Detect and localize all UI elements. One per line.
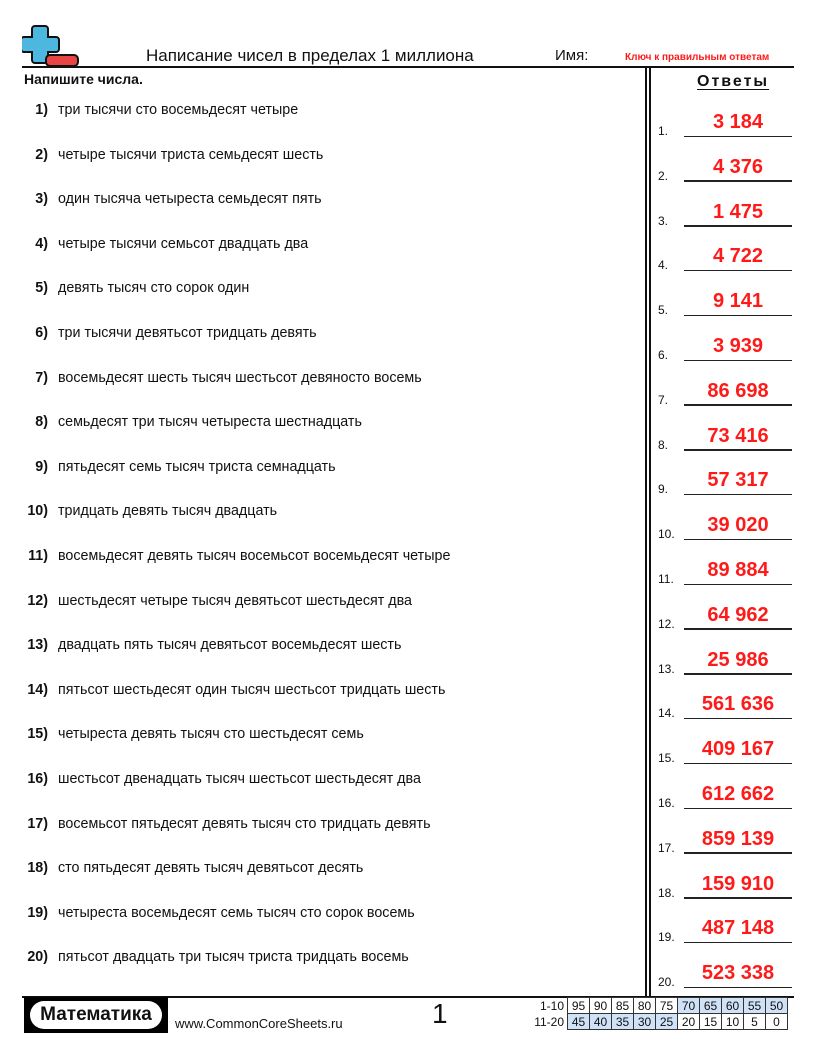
answer-value: 73 416 <box>707 424 769 447</box>
question-number: 4) <box>35 235 48 252</box>
question-text: один тысяча четыреста семьдесят пять <box>58 191 322 208</box>
answer-value: 859 139 <box>701 827 775 850</box>
question-number: 7) <box>35 369 48 386</box>
question-number: 12) <box>27 592 48 609</box>
plus-minus-logo-icon <box>22 24 80 68</box>
question-text: шестьсот двенадцать тысяч шестьсот шестьдесят два <box>58 771 421 787</box>
answer-value: 3 184 <box>712 111 764 133</box>
score-cell: 50 <box>766 998 788 1014</box>
score-cell: 0 <box>766 1014 788 1030</box>
answer-value: 39 020 <box>707 514 769 537</box>
answer-line <box>684 225 792 227</box>
question-item <box>0 860 363 880</box>
answer-item <box>658 334 798 364</box>
question-text: шестьдесят четыре тысяч девятьсот шестьдесят два <box>58 592 412 609</box>
answer-line <box>684 494 792 496</box>
answer-line <box>684 449 792 451</box>
question-item <box>0 548 450 568</box>
answer-item <box>658 289 798 319</box>
question-text: пятьсот шестьдесят один тысяч шестьсот тридцать шесть <box>58 681 446 698</box>
score-row <box>528 998 788 1014</box>
answer-line <box>684 808 792 810</box>
question-number: 2) <box>35 146 48 163</box>
answer-item <box>658 692 798 722</box>
score-cell: 5 <box>744 1014 766 1030</box>
score-cell: 45 <box>568 1014 590 1030</box>
question-text: двадцать пять тысяч девятьсот восемьдесят шесть <box>58 637 402 654</box>
question-item <box>0 905 415 925</box>
answer-value: 561 636 <box>701 693 775 716</box>
answer-index: 4. <box>658 258 669 273</box>
answer-item <box>658 379 798 409</box>
question-number: 18) <box>27 860 48 877</box>
page-number: 1 <box>432 998 448 1029</box>
question-item <box>0 682 445 702</box>
answer-line <box>684 180 792 182</box>
answer-value: 3 939 <box>712 335 764 357</box>
column-divider <box>645 68 651 996</box>
brand-label: Математика <box>30 1001 162 1029</box>
score-cell: 25 <box>656 1014 678 1030</box>
score-cell: 65 <box>700 998 722 1014</box>
answer-item <box>658 110 798 140</box>
question-text: четыре тысячи триста семьдесят шесть <box>58 146 324 163</box>
question-item <box>0 726 364 746</box>
answer-key-label: Ключ к правильным ответам <box>625 52 770 63</box>
answer-value: 64 962 <box>707 603 769 626</box>
question-text: сто пятьдесят девять тысяч девятьсот десять <box>58 860 364 877</box>
answer-item <box>658 155 798 185</box>
answer-value: 9 141 <box>712 290 764 313</box>
question-number: 14) <box>27 681 48 698</box>
answer-value: 1 475 <box>712 200 764 223</box>
question-item <box>0 949 409 969</box>
score-cell: 95 <box>568 998 590 1014</box>
answer-item <box>658 648 798 678</box>
score-cell: 20 <box>678 1014 700 1030</box>
question-text: девять тысяч сто сорок один <box>58 280 250 297</box>
question-text: четыреста девять тысяч сто шестьдесят семь <box>58 726 364 743</box>
answer-value: 25 986 <box>707 648 769 671</box>
question-item <box>0 637 401 657</box>
answer-line <box>684 852 792 854</box>
question-number: 6) <box>35 325 48 341</box>
answer-value: 57 317 <box>707 469 769 492</box>
page-title: Написание чисел в пределах 1 миллиона <box>146 46 474 65</box>
answer-index: 18. <box>658 885 675 900</box>
question-text: четыреста восемьдесят семь тысяч сто сорок восемь <box>58 904 415 921</box>
answer-value: 89 884 <box>707 559 769 581</box>
instructions: Напишите числа. <box>24 71 143 87</box>
question-item <box>0 816 431 836</box>
score-cell: 30 <box>634 1014 656 1030</box>
question-text: семьдесят три тысяч четыреста шестнадцать <box>58 414 362 431</box>
answer-index: 17. <box>658 840 675 855</box>
question-text: пятьдесят семь тысяч триста семнадцать <box>58 458 336 475</box>
answer-index: 2. <box>658 168 669 183</box>
question-number: 19) <box>27 904 48 921</box>
question-item <box>0 503 277 523</box>
question-item <box>0 593 412 613</box>
answer-item <box>658 424 798 454</box>
answer-item <box>658 737 798 767</box>
question-text: восемьдесят шесть тысяч шестьсот девяносто восемь <box>58 369 422 386</box>
question-item <box>0 771 421 791</box>
answer-index: 9. <box>658 482 669 497</box>
score-cell: 75 <box>656 998 678 1014</box>
answer-line <box>684 136 792 138</box>
answer-index: 7. <box>658 392 669 407</box>
question-number: 10) <box>27 503 48 520</box>
answer-item <box>658 782 798 812</box>
answer-index: 15. <box>658 751 675 766</box>
answer-line <box>684 360 792 362</box>
score-table <box>528 997 788 1030</box>
question-text: восемьдесят девять тысяч восемьсот восемьдесят четыре <box>58 548 451 564</box>
answer-line <box>684 270 792 272</box>
answer-index: 20. <box>658 975 675 990</box>
answer-index: 8. <box>658 437 669 452</box>
answer-item <box>658 603 798 633</box>
score-cell: 15 <box>700 1014 722 1030</box>
answer-line <box>684 315 792 317</box>
score-cell: 35 <box>612 1014 634 1030</box>
answer-value: 4 722 <box>712 245 764 268</box>
answer-index: 11. <box>658 572 674 586</box>
answer-item <box>658 961 798 991</box>
question-text: три тысячи сто восемьдесят четыре <box>58 102 299 118</box>
answer-item <box>658 916 798 946</box>
answer-line <box>684 763 792 765</box>
answer-index: 1. <box>658 124 669 138</box>
question-number: 8) <box>35 414 48 431</box>
answer-value: 409 167 <box>701 738 775 761</box>
score-row-label: 11-20 <box>534 1014 564 1029</box>
question-number: 11) <box>28 548 48 564</box>
header-rule <box>22 66 794 68</box>
score-cell: 90 <box>590 998 612 1014</box>
question-item <box>0 280 249 300</box>
score-cell: 80 <box>634 998 656 1014</box>
answer-index: 16. <box>658 796 675 810</box>
answer-index: 5. <box>658 303 669 318</box>
answer-item <box>658 200 798 230</box>
question-number: 3) <box>35 191 48 208</box>
question-number: 9) <box>35 458 48 475</box>
answer-value: 4 376 <box>712 155 764 178</box>
question-number: 5) <box>35 280 48 297</box>
answer-item <box>658 513 798 543</box>
answer-index: 3. <box>658 213 669 228</box>
answer-item <box>658 827 798 857</box>
score-cell: 40 <box>590 1014 612 1030</box>
answer-line <box>684 987 792 989</box>
question-item <box>0 102 298 122</box>
answer-value: 612 662 <box>701 783 775 805</box>
question-number: 20) <box>27 949 48 966</box>
question-number: 1) <box>35 102 48 118</box>
score-row-label: 1-10 <box>539 998 564 1013</box>
answer-line <box>684 404 792 406</box>
answer-line <box>684 673 792 675</box>
answer-line <box>684 584 792 586</box>
question-text: пятьсот двадцать три тысяч триста тридцать восемь <box>58 949 409 966</box>
answer-index: 19. <box>658 930 675 945</box>
score-row <box>528 1014 788 1030</box>
question-item <box>0 147 323 167</box>
question-text: восемьсот пятьдесят девять тысяч сто тридцать девять <box>58 815 431 832</box>
question-number: 16) <box>27 771 48 787</box>
answer-line <box>684 539 792 541</box>
question-item <box>0 191 322 211</box>
site-url: www.CommonCoreSheets.ru <box>175 1016 343 1031</box>
question-item <box>0 459 336 479</box>
answer-index: 13. <box>658 661 675 676</box>
answer-item <box>658 872 798 902</box>
brand-badge <box>24 997 168 1033</box>
answers-title: Ответы <box>697 73 770 90</box>
question-item <box>0 370 422 390</box>
answer-value: 159 910 <box>701 872 775 895</box>
answer-item <box>658 468 798 498</box>
question-item <box>0 325 317 345</box>
answer-item <box>658 558 798 588</box>
score-cell: 55 <box>744 998 766 1014</box>
question-number: 17) <box>27 815 48 832</box>
score-cell: 10 <box>722 1014 744 1030</box>
answer-item <box>658 244 798 274</box>
answer-index: 6. <box>658 348 669 362</box>
question-number: 13) <box>27 637 48 654</box>
score-cell: 60 <box>722 998 744 1014</box>
answer-value: 487 148 <box>701 917 775 940</box>
answer-line <box>684 897 792 899</box>
answer-index: 12. <box>658 616 675 631</box>
question-text: три тысячи девятьсот тридцать девять <box>58 325 317 341</box>
question-text: четыре тысячи семьсот двадцать два <box>58 235 309 252</box>
answer-line <box>684 628 792 630</box>
answer-index: 14. <box>658 706 675 721</box>
question-number: 15) <box>27 726 48 743</box>
score-cell: 70 <box>678 998 700 1014</box>
answer-line <box>684 718 792 720</box>
answer-line <box>684 942 792 944</box>
name-label: Имя: <box>555 47 589 64</box>
question-text: тридцать девять тысяч двадцать <box>58 503 278 520</box>
answer-value: 86 698 <box>707 379 769 402</box>
question-item <box>0 414 362 434</box>
question-item <box>0 236 308 256</box>
answer-index: 10. <box>658 527 675 542</box>
score-cell: 85 <box>612 998 634 1014</box>
answer-value: 523 338 <box>701 962 775 985</box>
